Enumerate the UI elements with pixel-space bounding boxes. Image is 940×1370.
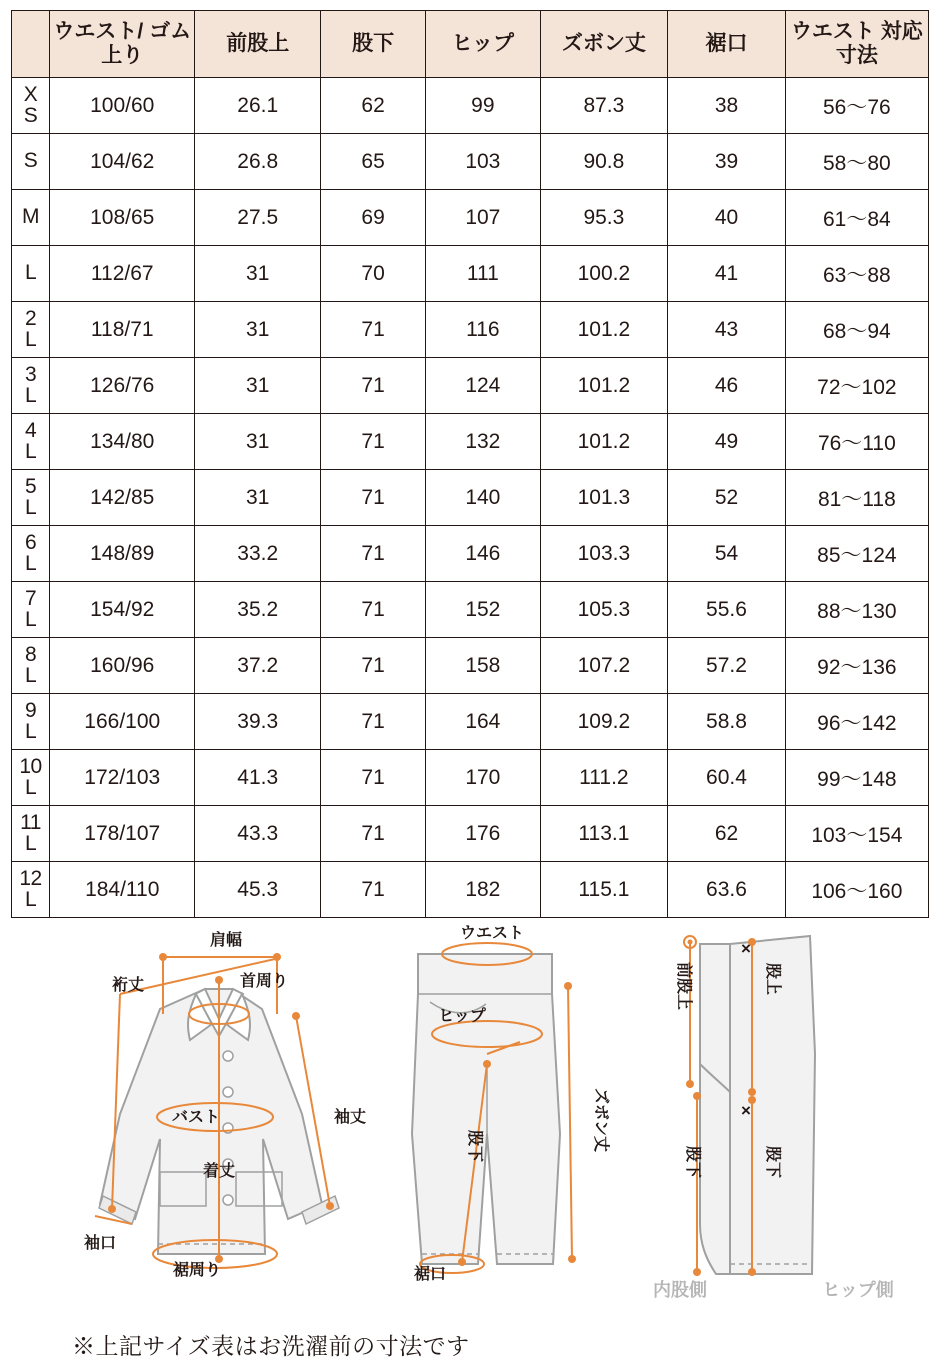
table-row	[12, 190, 929, 246]
cell-waist-range: 106〜160	[785, 862, 928, 918]
size-label-line: L	[24, 719, 37, 743]
cell-zubontake: 111.2	[540, 750, 668, 806]
header-zubontake: ズボン丈	[540, 11, 668, 78]
size-label-line: 9	[24, 698, 37, 722]
cell-zubontake: 101.2	[540, 302, 668, 358]
label-katahaba: 肩幅	[209, 932, 243, 949]
cell-hip: 99	[426, 78, 540, 134]
cell-maemata: 26.1	[195, 78, 321, 134]
cell-hip: 152	[426, 582, 540, 638]
size-label-line: S	[23, 103, 38, 127]
size-label-line: M	[22, 205, 40, 229]
header-waist-line2: ゴム上り	[101, 20, 192, 67]
size-label-line: L	[24, 663, 37, 687]
cell-maemata: 26.8	[195, 134, 321, 190]
cell-maemata: 31	[195, 302, 321, 358]
table-row	[12, 78, 929, 134]
size-label-cell	[12, 190, 50, 246]
jacket-button	[223, 1087, 233, 1097]
cell-waist: 134/80	[50, 414, 195, 470]
table-row	[12, 638, 929, 694]
cell-matashita: 71	[321, 414, 426, 470]
cell-zubontake: 107.2	[540, 638, 668, 694]
size-label-cell	[12, 862, 50, 918]
table-row	[12, 694, 929, 750]
cell-waist: 108/65	[50, 190, 195, 246]
cell-maemata: 33.2	[195, 526, 321, 582]
cell-matashita: 71	[321, 806, 426, 862]
table-row	[12, 414, 929, 470]
cell-matashita: 71	[321, 638, 426, 694]
size-label-line: 7	[24, 586, 37, 610]
header-corner	[12, 11, 50, 78]
size-label-cell	[12, 582, 50, 638]
label-pants-hip: ヒップ	[438, 1008, 486, 1025]
size-chart-page	[0, 10, 940, 1370]
size-label-line: L	[24, 775, 37, 799]
cell-waist-range: 68〜94	[785, 302, 928, 358]
cell-hip: 124	[426, 358, 540, 414]
label-sodetake: 袖丈	[333, 1109, 367, 1126]
cell-maemata: 41.3	[195, 750, 321, 806]
cell-matashita: 71	[321, 526, 426, 582]
pants-body	[412, 954, 560, 1264]
cell-hip: 140	[426, 470, 540, 526]
label-kitake: 着丈	[202, 1163, 236, 1180]
size-label-cell	[12, 78, 50, 134]
cell-matashita: 69	[321, 190, 426, 246]
cell-waist-range: 88〜130	[785, 582, 928, 638]
cell-matashita: 71	[321, 750, 426, 806]
table-header-row	[12, 11, 929, 78]
cell-maemata: 45.3	[195, 862, 321, 918]
header-waist-range	[785, 11, 928, 78]
pants-illustration	[412, 925, 610, 1283]
cell-waist-range: 103〜154	[785, 806, 928, 862]
size-table-body	[12, 78, 929, 918]
cell-waist-range: 61〜84	[785, 190, 928, 246]
cell-susoguchi: 41	[668, 246, 785, 302]
table-row	[12, 134, 929, 190]
size-label-line: X	[23, 82, 38, 106]
cell-waist-range: 81〜118	[785, 470, 928, 526]
header-susoguchi: 裾口	[668, 11, 785, 78]
label-pants-matashita: 股下	[466, 1129, 483, 1163]
size-label-line: L	[24, 383, 37, 407]
label-bust: バスト	[171, 1109, 221, 1126]
label-matagami: 股上	[764, 962, 781, 996]
cell-waist: 166/100	[50, 694, 195, 750]
cell-hip: 116	[426, 302, 540, 358]
size-label-line: 2	[24, 306, 37, 330]
size-label-cell	[12, 750, 50, 806]
table-row	[12, 526, 929, 582]
cell-matashita: 71	[321, 582, 426, 638]
size-label-line: 5	[24, 474, 37, 498]
jacket-illustration	[84, 930, 366, 1279]
cell-hip: 111	[426, 246, 540, 302]
size-label-cell	[12, 806, 50, 862]
size-label-line: L	[24, 495, 37, 519]
size-label-line: L	[24, 831, 37, 855]
cell-zubontake: 103.3	[540, 526, 668, 582]
label-detail-matashita-right: 股下	[764, 1145, 781, 1179]
cell-zubontake: 101.2	[540, 414, 668, 470]
label-pants-waist: ウエスト	[459, 925, 525, 942]
cell-hip: 164	[426, 694, 540, 750]
cell-matashita: 62	[321, 78, 426, 134]
cell-matashita: 71	[321, 470, 426, 526]
cell-zubontake: 109.2	[540, 694, 668, 750]
cell-waist: 118/71	[50, 302, 195, 358]
cell-susoguchi: 38	[668, 78, 785, 134]
cell-susoguchi: 46	[668, 358, 785, 414]
cell-waist-range: 58〜80	[785, 134, 928, 190]
table-row	[12, 246, 929, 302]
header-maemata: 前股上	[195, 11, 321, 78]
cell-zubontake: 115.1	[540, 862, 668, 918]
cell-waist: 172/103	[50, 750, 195, 806]
wash-note: ※上記サイズ表はお洗濯前の寸法です	[72, 1333, 470, 1359]
cell-susoguchi: 52	[668, 470, 785, 526]
size-label-cell	[12, 526, 50, 582]
cell-maemata: 31	[195, 414, 321, 470]
size-label-line: 10	[19, 754, 42, 778]
cell-hip: 158	[426, 638, 540, 694]
mark-x-bottom: ×	[741, 1101, 751, 1120]
label-susomawari: 裾周り	[172, 1262, 222, 1279]
cell-zubontake: 101.2	[540, 358, 668, 414]
size-label-line: 6	[24, 530, 37, 554]
cell-maemata: 37.2	[195, 638, 321, 694]
size-label-cell	[12, 470, 50, 526]
cell-waist: 126/76	[50, 358, 195, 414]
header-hip: ヒップ	[426, 11, 540, 78]
cell-hip: 176	[426, 806, 540, 862]
cell-waist-range: 76〜110	[785, 414, 928, 470]
cell-waist: 184/110	[50, 862, 195, 918]
cell-waist: 142/85	[50, 470, 195, 526]
cell-matashita: 70	[321, 246, 426, 302]
cell-waist-range: 56〜76	[785, 78, 928, 134]
cell-maemata: 39.3	[195, 694, 321, 750]
size-label-line: L	[24, 261, 37, 285]
size-label-cell	[12, 414, 50, 470]
cell-waist: 104/62	[50, 134, 195, 190]
cell-matashita: 71	[321, 862, 426, 918]
cell-maemata: 31	[195, 358, 321, 414]
cell-waist: 148/89	[50, 526, 195, 582]
cell-waist: 178/107	[50, 806, 195, 862]
cell-susoguchi: 55.6	[668, 582, 785, 638]
table-row	[12, 470, 929, 526]
illustration-svg	[0, 924, 940, 1324]
cell-susoguchi: 43	[668, 302, 785, 358]
size-label-cell	[12, 358, 50, 414]
size-label-line: 3	[24, 362, 37, 386]
jacket-button	[223, 1051, 233, 1061]
header-matashita: 股下	[321, 11, 426, 78]
jacket-button	[223, 1195, 233, 1205]
cell-waist-range: 85〜124	[785, 526, 928, 582]
size-label-cell	[12, 134, 50, 190]
table-row	[12, 806, 929, 862]
cell-susoguchi: 62	[668, 806, 785, 862]
cell-susoguchi: 40	[668, 190, 785, 246]
cell-susoguchi: 63.6	[668, 862, 785, 918]
size-label-line: L	[24, 887, 37, 911]
cell-waist-range: 63〜88	[785, 246, 928, 302]
cell-hip: 132	[426, 414, 540, 470]
label-uchimata-gawa: 内股側	[653, 1280, 707, 1300]
header-waist-range-line2: 対応寸法	[835, 20, 923, 67]
cell-waist-range: 72〜102	[785, 358, 928, 414]
table-row	[12, 750, 929, 806]
header-waist-range-line1: ウエスト	[790, 20, 875, 44]
label-yukitake: 裄丈	[111, 977, 145, 994]
cell-zubontake: 90.8	[540, 134, 668, 190]
size-label-line: L	[24, 439, 37, 463]
crotch-detail-illustration	[653, 936, 894, 1300]
cell-waist: 160/96	[50, 638, 195, 694]
size-label-line: S	[23, 149, 38, 173]
label-pants-susoguchi: 裾口	[413, 1266, 447, 1283]
cell-waist: 100/60	[50, 78, 195, 134]
table-row	[12, 582, 929, 638]
cell-hip: 182	[426, 862, 540, 918]
label-kubimawari: 首周り	[239, 973, 289, 990]
cell-hip: 146	[426, 526, 540, 582]
size-label-line: 8	[24, 642, 37, 666]
cell-waist-range: 92〜136	[785, 638, 928, 694]
cell-maemata: 43.3	[195, 806, 321, 862]
size-label-line: L	[24, 551, 37, 575]
cell-susoguchi: 58.8	[668, 694, 785, 750]
size-label-line: L	[24, 607, 37, 631]
size-label-line: 12	[19, 866, 42, 890]
cell-susoguchi: 49	[668, 414, 785, 470]
detail-left-panel	[700, 944, 730, 1274]
size-label-cell	[12, 694, 50, 750]
cell-maemata: 27.5	[195, 190, 321, 246]
header-waist	[50, 11, 195, 78]
table-row	[12, 358, 929, 414]
size-label-cell	[12, 638, 50, 694]
cell-matashita: 65	[321, 134, 426, 190]
cell-matashita: 71	[321, 694, 426, 750]
size-label-cell	[12, 302, 50, 358]
cell-matashita: 71	[321, 358, 426, 414]
cell-zubontake: 87.3	[540, 78, 668, 134]
label-detail-matashita-left: 股下	[684, 1145, 701, 1179]
cell-maemata: 35.2	[195, 582, 321, 638]
mark-x-top: ×	[741, 939, 751, 958]
size-table-header	[12, 11, 929, 78]
label-hip-gawa: ヒップ側	[822, 1280, 894, 1300]
label-zubontake: ズボン丈	[592, 1087, 609, 1153]
size-label-line: L	[24, 327, 37, 351]
cell-zubontake: 100.2	[540, 246, 668, 302]
size-label-line: 4	[24, 418, 37, 442]
cell-waist: 112/67	[50, 246, 195, 302]
cell-waist-range: 99〜148	[785, 750, 928, 806]
cell-maemata: 31	[195, 246, 321, 302]
cell-hip: 107	[426, 190, 540, 246]
cell-zubontake: 105.3	[540, 582, 668, 638]
size-label-cell	[12, 246, 50, 302]
cell-hip: 103	[426, 134, 540, 190]
cell-maemata: 31	[195, 470, 321, 526]
label-sodeguchi: 袖口	[83, 1235, 117, 1252]
cell-waist-range: 96〜142	[785, 694, 928, 750]
cell-zubontake: 113.1	[540, 806, 668, 862]
measurement-illustrations	[0, 924, 940, 1324]
header-waist-line1: ウエスト/	[53, 20, 144, 44]
table-row	[12, 302, 929, 358]
cell-zubontake: 95.3	[540, 190, 668, 246]
cell-zubontake: 101.3	[540, 470, 668, 526]
cell-susoguchi: 54	[668, 526, 785, 582]
cell-susoguchi: 60.4	[668, 750, 785, 806]
cell-matashita: 71	[321, 302, 426, 358]
label-maematagami: 前股上	[675, 961, 692, 1011]
size-label-line: 11	[20, 810, 41, 834]
table-row	[12, 862, 929, 918]
cell-hip: 170	[426, 750, 540, 806]
size-table	[11, 10, 929, 918]
cell-waist: 154/92	[50, 582, 195, 638]
cell-susoguchi: 57.2	[668, 638, 785, 694]
cell-susoguchi: 39	[668, 134, 785, 190]
